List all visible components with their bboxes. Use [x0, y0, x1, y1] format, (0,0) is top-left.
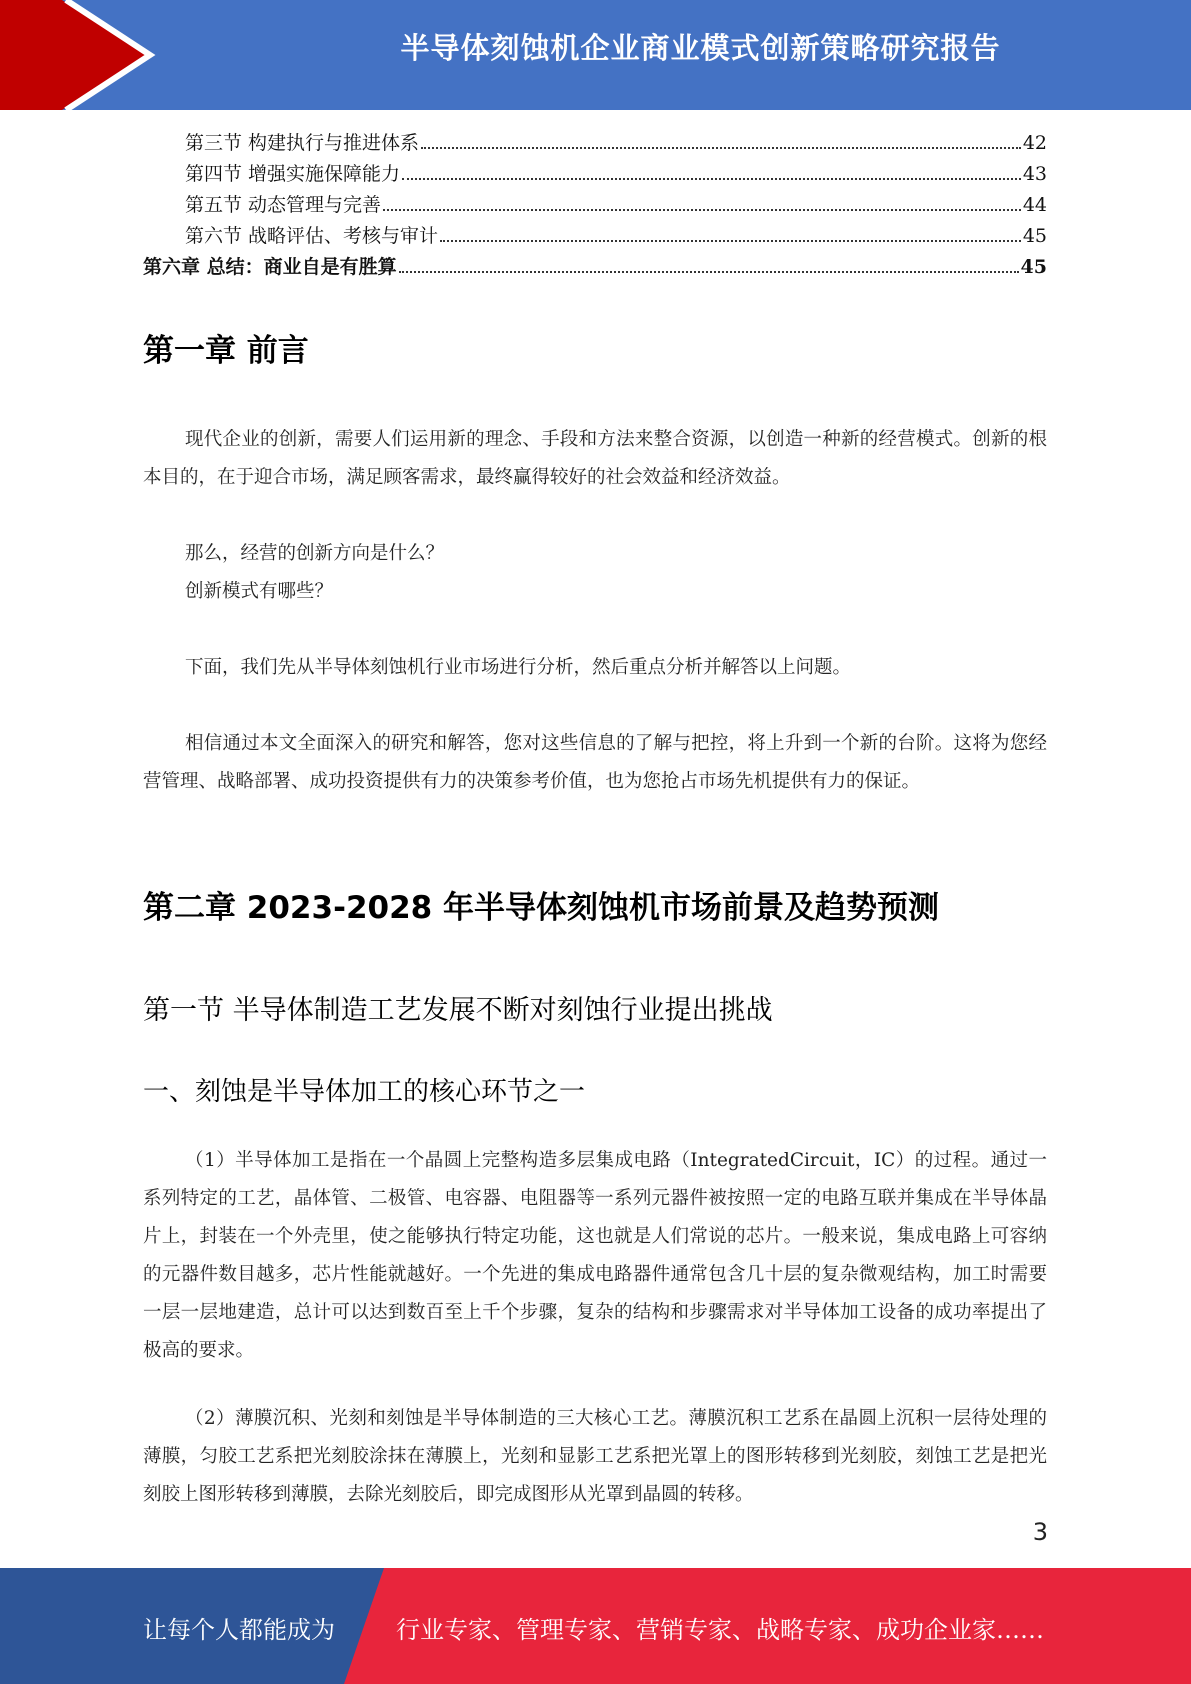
toc-entry-page: 42 — [1022, 132, 1047, 154]
red-chevron — [0, 0, 148, 110]
chapter-1-question-2: 创新模式有哪些？ — [185, 581, 334, 602]
subsection-1-heading: 一、刻蚀是半导体加工的核心环节之一 — [143, 1077, 586, 1107]
page-number: 3 — [1032, 1518, 1048, 1546]
toc-entry[interactable] — [143, 128, 1047, 159]
toc-leader-dots — [402, 178, 1021, 180]
chapter-1-heading: 第一章 前言 — [143, 333, 309, 369]
toc-entry-page: 45 — [1020, 256, 1047, 278]
chapter-1-paragraph-3: 相信通过本文全面深入的研究和解答，您对这些信息的了解与把控，将上升到一个新的台阶。这将为您经营管理、战略部署、成功投资提供有力的决策参考价值，也为您抢占市场先机提供有力的保证。 — [143, 733, 1047, 792]
page-header — [0, 0, 1191, 110]
chapter-1-paragraph-1: 现代企业的创新，需要人们运用新的理念、手段和方法来整合资源，以创造一种新的经营模式。创新的根本目的，在于迎合市场，满足顾客需求，最终赢得较好的社会效益和经济效益。 — [143, 429, 1047, 488]
toc-leader-dots — [399, 271, 1019, 273]
toc-entry-label: 第五节 动态管理与完善 — [185, 194, 382, 216]
chapter-1-question-1: 那么，经营的创新方向是什么？ — [185, 543, 445, 564]
chapter-2-paragraph-1: （1）半导体加工是指在一个晶圆上完整构造多层集成电路（IntegratedCircuit，IC）的过程。通过一系列特定的工艺，晶体管、二极管、电容器、电阻器等一系列元器件被按照一定的电路互联并集成在半导体晶片上，封装在一个外壳里，使之能够执行特定功能，这也就是人们常说的芯片。一般来说，集成电路上可容纳的元器件数目越多，芯片性能就越好。一个先进的集成电路器件通常包含几十层的复杂微观结构，加工时需要一层一层地建造，总计可以达到数百至上千个步骤，复杂的结构和步骤需求对半导体加工设备的成功率提出了极高的要求。 — [143, 1150, 1047, 1361]
chapter-1-paragraph-2: 下面，我们先从半导体刻蚀机行业市场进行分析，然后重点分析并解答以上问题。 — [185, 657, 852, 678]
footer-slogan-left: 让每个人都能成为 — [143, 1616, 335, 1644]
toc-entry-page: 44 — [1022, 194, 1047, 216]
chapter-2-paragraph-2: （2）薄膜沉积、光刻和刻蚀是半导体制造的三大核心工艺。薄膜沉积工艺系在晶圆上沉积一层待处理的薄膜，匀胶工艺系把光刻胶涂抹在薄膜上，光刻和显影工艺系把光罩上的图形转移到光刻胶，刻蚀工艺是把光刻胶上图形转移到薄膜，去除光刻胶后，即完成图形从光罩到晶圆的转移。 — [143, 1408, 1047, 1505]
toc-entry-label: 第六节 战略评估、考核与审计 — [185, 225, 439, 247]
toc-leader-dots — [440, 240, 1021, 242]
table-of-contents — [143, 128, 1047, 283]
toc-chapter-entry[interactable] — [143, 252, 1047, 283]
toc-entry[interactable] — [143, 190, 1047, 221]
toc-entry-label: 第四节 增强实施保障能力 — [185, 163, 401, 185]
toc-entry-label: 第三节 构建执行与推进体系 — [185, 132, 420, 154]
toc-entry[interactable] — [143, 159, 1047, 190]
toc-entry-label: 第六章 总结：商业自是有胜算 — [143, 256, 397, 278]
page-footer — [0, 1568, 1191, 1684]
toc-leader-dots — [421, 147, 1021, 149]
footer-slogan-right: 行业专家、管理专家、营销专家、战略专家、成功企业家…… — [396, 1616, 1044, 1644]
toc-leader-dots — [383, 209, 1021, 211]
section-1-heading: 第一节 半导体制造工艺发展不断对刻蚀行业提出挑战 — [143, 995, 773, 1026]
toc-entry-page: 45 — [1022, 225, 1047, 247]
toc-entry[interactable] — [143, 221, 1047, 252]
chapter-2-heading: 第二章 2023-2028 年半导体刻蚀机市场前景及趋势预测 — [143, 890, 940, 926]
report-title: 半导体刻蚀机企业商业模式创新策略研究报告 — [400, 31, 1001, 65]
toc-entry-page: 43 — [1022, 163, 1047, 185]
